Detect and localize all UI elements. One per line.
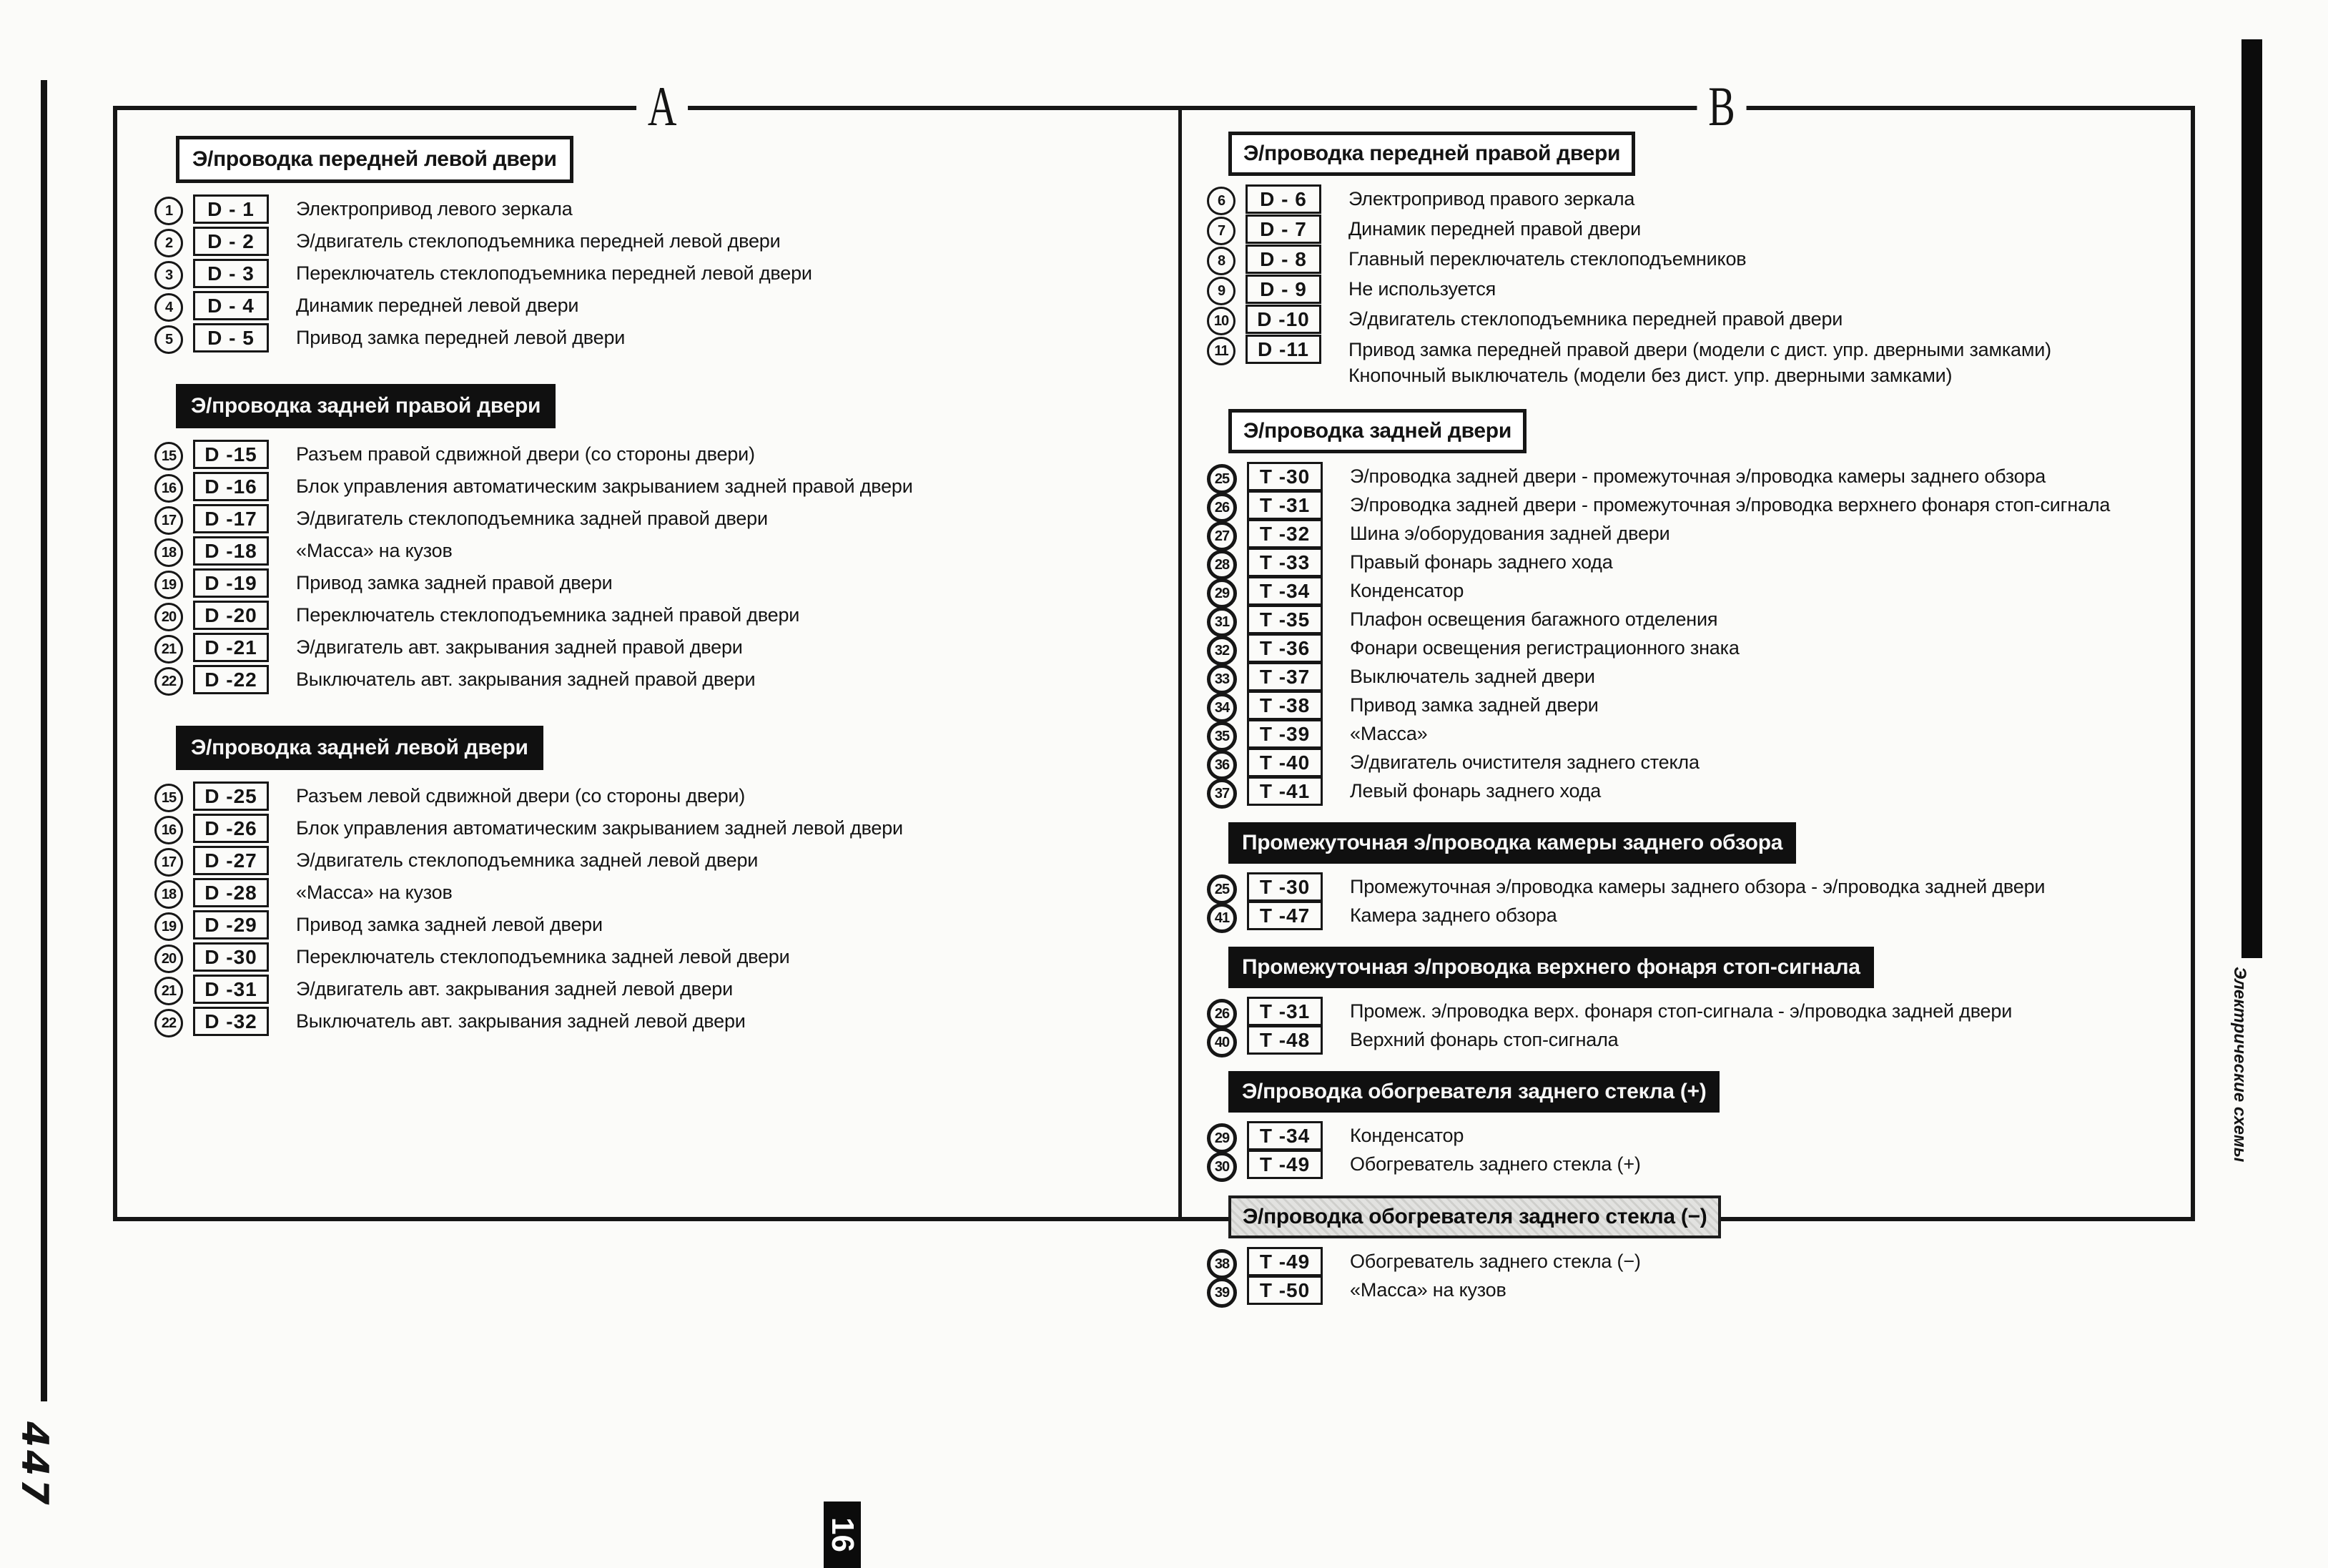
connector-row bbox=[1207, 872, 2186, 901]
connector-row bbox=[154, 1007, 1148, 1039]
connector-description: Э/проводка задней двери - промежуточная э/проводка верхнего фонаря стоп-сигнала bbox=[1350, 494, 2111, 516]
connector-row bbox=[1207, 305, 2186, 335]
callout-number: 25 bbox=[1207, 464, 1237, 494]
connector-description: Э/двигатель стеклоподъемника передней левой двери bbox=[296, 230, 781, 252]
page-number: 447 bbox=[13, 1421, 56, 1508]
connector-section bbox=[1207, 132, 2186, 392]
callout-number: 33 bbox=[1207, 664, 1237, 694]
connector-code: T -31 bbox=[1247, 490, 1323, 520]
section-header: Э/проводка передней правой двери bbox=[1228, 132, 1635, 176]
connector-code: D -25 bbox=[193, 781, 269, 811]
connector-row bbox=[1207, 275, 2186, 305]
connector-description: Промежуточная э/проводка камеры заднего обзора - э/проводка задней двери bbox=[1350, 876, 2046, 897]
callout-number: 9 bbox=[1207, 277, 1235, 305]
connector-code: D - 8 bbox=[1246, 245, 1321, 274]
connector-row bbox=[1207, 576, 2186, 605]
connector-row bbox=[154, 291, 1148, 323]
connector-row bbox=[154, 878, 1148, 910]
connector-row bbox=[154, 942, 1148, 975]
connector-description: Привод замка задней правой двери bbox=[296, 572, 613, 593]
connector-code: D -18 bbox=[193, 536, 269, 566]
connector-code: D -31 bbox=[193, 975, 269, 1004]
connector-description: Шина э/оборудования задней двери bbox=[1350, 523, 1670, 544]
connector-code: T -30 bbox=[1247, 462, 1323, 491]
connector-row bbox=[1207, 462, 2186, 490]
connector-code: D -17 bbox=[193, 504, 269, 533]
callout-number: 22 bbox=[154, 1009, 183, 1037]
column-a-label: A bbox=[636, 79, 688, 134]
connector-row bbox=[1207, 184, 2186, 215]
connector-code: T -49 bbox=[1247, 1150, 1323, 1179]
connector-description: Разъем правой сдвижной двери (со стороны двери) bbox=[296, 443, 755, 465]
callout-number: 35 bbox=[1207, 721, 1237, 751]
connector-row bbox=[154, 259, 1148, 291]
connector-section bbox=[1207, 947, 2186, 1054]
connector-code: D - 5 bbox=[193, 323, 269, 352]
callout-number: 4 bbox=[154, 293, 183, 322]
connector-row bbox=[1207, 1276, 2186, 1304]
connector-description: Блок управления автоматическим закрыванием задней правой двери bbox=[296, 475, 913, 497]
connector-row bbox=[1207, 719, 2186, 748]
connector-row bbox=[1207, 1025, 2186, 1054]
connector-row bbox=[1207, 901, 2186, 930]
connector-code: D -16 bbox=[193, 472, 269, 501]
connector-code: T -30 bbox=[1247, 872, 1323, 902]
connector-description: Разъем левой сдвижной двери (со стороны двери) bbox=[296, 785, 746, 807]
connector-code: D - 4 bbox=[193, 291, 269, 320]
callout-number: 11 bbox=[1207, 337, 1235, 365]
connector-description-line2: Кнопочный выключатель (модели без дист. упр. дверными замками) bbox=[1348, 365, 1953, 386]
callout-number: 34 bbox=[1207, 693, 1237, 723]
connector-description: Привод замка передней правой двери (модели с дист. упр. дверными замками) Кнопочный выключатель (модели без дист. упр. дверными замками) bbox=[1348, 339, 2051, 386]
column-b-label: B bbox=[1697, 79, 1746, 134]
callout-number: 30 bbox=[1207, 1152, 1237, 1182]
connector-row bbox=[154, 194, 1148, 227]
callout-number: 1 bbox=[154, 197, 183, 225]
callout-number: 18 bbox=[154, 880, 183, 909]
column-b bbox=[1207, 132, 2186, 1321]
connector-row bbox=[154, 633, 1148, 665]
callout-number: 28 bbox=[1207, 550, 1237, 580]
connector-description: Главный переключатель стеклоподъемников bbox=[1348, 248, 1747, 270]
connector-row bbox=[1207, 633, 2186, 662]
connector-code: T -49 bbox=[1247, 1247, 1323, 1276]
callout-number: 8 bbox=[1207, 247, 1235, 275]
connector-description: Выключатель задней двери bbox=[1350, 666, 1595, 687]
callout-number: 20 bbox=[154, 603, 183, 631]
connector-row bbox=[154, 323, 1148, 355]
connector-description: Камера заднего обзора bbox=[1350, 904, 1557, 926]
connector-description: Конденсатор bbox=[1350, 580, 1464, 601]
callout-number: 16 bbox=[154, 816, 183, 844]
connector-row bbox=[154, 536, 1148, 568]
connector-code: T -34 bbox=[1247, 1121, 1323, 1150]
connector-description: Э/проводка задней двери - промежуточная э/проводка камеры заднего обзора bbox=[1350, 465, 2046, 487]
callout-number: 21 bbox=[154, 977, 183, 1005]
callout-number: 29 bbox=[1207, 578, 1237, 608]
connector-section bbox=[154, 726, 1148, 1039]
connector-description: Выключатель авт. закрывания задней правой двери bbox=[296, 669, 756, 690]
connector-code: D -22 bbox=[193, 665, 269, 694]
connector-description: Переключатель стеклоподъемника задней левой двери bbox=[296, 946, 790, 967]
connector-row bbox=[1207, 1247, 2186, 1276]
connector-description: Динамик передней правой двери bbox=[1348, 218, 1641, 240]
connector-description: Э/двигатель авт. закрывания задней правой двери bbox=[296, 636, 743, 658]
connector-description: Фонари освещения регистрационного знака bbox=[1350, 637, 1740, 659]
section-header: Промежуточная э/проводка верхнего фонаря стоп-сигнала bbox=[1228, 947, 1874, 988]
section-header: Э/проводка обогревателя заднего стекла (−) bbox=[1228, 1195, 1721, 1238]
connector-code: T -40 bbox=[1247, 748, 1323, 777]
connector-code: T -39 bbox=[1247, 719, 1323, 749]
callout-number: 40 bbox=[1207, 1027, 1237, 1057]
callout-number: 26 bbox=[1207, 999, 1237, 1029]
connector-row bbox=[1207, 748, 2186, 776]
connector-code: D -11 bbox=[1246, 335, 1321, 364]
connector-row bbox=[154, 665, 1148, 697]
connector-description: «Масса» на кузов bbox=[296, 540, 453, 561]
callout-number: 39 bbox=[1207, 1278, 1237, 1308]
connector-section bbox=[1207, 409, 2186, 805]
connector-row bbox=[1207, 776, 2186, 805]
callout-number: 38 bbox=[1207, 1249, 1237, 1279]
connector-description: «Масса» на кузов bbox=[296, 882, 453, 903]
connector-code: D -21 bbox=[193, 633, 269, 662]
callout-number: 18 bbox=[154, 538, 183, 567]
connector-description: Динамик передней левой двери bbox=[296, 295, 579, 316]
connector-code: T -47 bbox=[1247, 901, 1323, 930]
connector-description: Обогреватель заднего стекла (+) bbox=[1350, 1153, 1641, 1175]
callout-number: 15 bbox=[154, 784, 183, 812]
connector-row bbox=[1207, 215, 2186, 245]
callout-number: 37 bbox=[1207, 779, 1237, 809]
connector-section bbox=[154, 136, 1148, 355]
connector-description: Плафон освещения багажного отделения bbox=[1350, 608, 1718, 630]
connector-row bbox=[1207, 245, 2186, 275]
callout-number: 27 bbox=[1207, 521, 1237, 551]
callout-number: 5 bbox=[154, 325, 183, 354]
connector-row bbox=[1207, 335, 2186, 392]
connector-code: D - 1 bbox=[193, 194, 269, 224]
connector-row bbox=[1207, 997, 2186, 1025]
connector-description: Привод замка задней двери bbox=[1350, 694, 1599, 716]
connector-description: Электропривод левого зеркала bbox=[296, 198, 573, 220]
connector-section bbox=[1207, 822, 2186, 930]
connector-row bbox=[154, 440, 1148, 472]
callout-number: 10 bbox=[1207, 307, 1235, 335]
connector-description: Верхний фонарь стоп-сигнала bbox=[1350, 1029, 1619, 1050]
chapter-number: 16 bbox=[825, 1517, 860, 1552]
sidebar-rule bbox=[2241, 39, 2262, 958]
connector-row bbox=[1207, 605, 2186, 633]
callout-number: 36 bbox=[1207, 750, 1237, 780]
connector-code: T -35 bbox=[1247, 605, 1323, 634]
connector-row bbox=[154, 846, 1148, 878]
connector-code: T -32 bbox=[1247, 519, 1323, 548]
connector-code: T -33 bbox=[1247, 548, 1323, 577]
callout-number: 16 bbox=[154, 474, 183, 503]
connector-description: Э/двигатель авт. закрывания задней левой двери bbox=[296, 978, 733, 1000]
connector-row bbox=[1207, 519, 2186, 548]
callout-number: 21 bbox=[154, 635, 183, 664]
connector-row bbox=[154, 814, 1148, 846]
connector-description: «Масса» на кузов bbox=[1350, 1279, 1506, 1301]
connector-code: D - 2 bbox=[193, 227, 269, 256]
connector-code: D -10 bbox=[1246, 305, 1321, 334]
connector-section bbox=[154, 384, 1148, 697]
callout-number: 6 bbox=[1207, 187, 1235, 215]
connector-description: Переключатель стеклоподъемника передней левой двери bbox=[296, 262, 812, 284]
connector-code: T -38 bbox=[1247, 691, 1323, 720]
connector-code: D -32 bbox=[193, 1007, 269, 1036]
callout-number: 17 bbox=[154, 506, 183, 535]
connector-description: Электропривод правого зеркала bbox=[1348, 188, 1635, 209]
connector-row bbox=[154, 227, 1148, 259]
connector-code: D -26 bbox=[193, 814, 269, 843]
section-header: Э/проводка обогревателя заднего стекла (+) bbox=[1228, 1071, 1720, 1113]
section-header: Э/проводка задней правой двери bbox=[176, 384, 556, 428]
connector-description: Не используется bbox=[1348, 278, 1496, 300]
section-header: Промежуточная э/проводка камеры заднего обзора bbox=[1228, 822, 1796, 864]
callout-number: 19 bbox=[154, 571, 183, 599]
callout-number: 31 bbox=[1207, 607, 1237, 637]
callout-number: 7 bbox=[1207, 217, 1235, 245]
callout-number: 3 bbox=[154, 261, 183, 290]
sidebar-title: Электрические схемы bbox=[2230, 967, 2249, 1163]
connector-code: D -30 bbox=[193, 942, 269, 972]
connector-code: D -27 bbox=[193, 846, 269, 875]
connector-row bbox=[1207, 548, 2186, 576]
connector-description: Э/двигатель очистителя заднего стекла bbox=[1350, 751, 1700, 773]
connector-code: D - 9 bbox=[1246, 275, 1321, 304]
connector-code: T -50 bbox=[1247, 1276, 1323, 1305]
callout-number: 17 bbox=[154, 848, 183, 877]
connector-description: Э/двигатель стеклоподъемника задней правой двери bbox=[296, 508, 768, 529]
callout-number: 2 bbox=[154, 229, 183, 257]
connector-code: D - 7 bbox=[1246, 215, 1321, 244]
connector-description: Правый фонарь заднего хода bbox=[1350, 551, 1613, 573]
connector-description: Переключатель стеклоподъемника задней правой двери bbox=[296, 604, 800, 626]
connector-code: T -31 bbox=[1247, 997, 1323, 1026]
callout-number: 22 bbox=[154, 667, 183, 696]
column-a bbox=[154, 136, 1148, 1067]
callout-number: 26 bbox=[1207, 493, 1237, 523]
connector-description: Левый фонарь заднего хода bbox=[1350, 780, 1602, 802]
connector-row bbox=[1207, 662, 2186, 691]
connector-row bbox=[154, 910, 1148, 942]
callout-number: 19 bbox=[154, 912, 183, 941]
connector-code: T -36 bbox=[1247, 633, 1323, 663]
connector-code: D -15 bbox=[193, 440, 269, 469]
connector-code: D -19 bbox=[193, 568, 269, 598]
connector-row bbox=[1207, 490, 2186, 519]
connector-row bbox=[154, 781, 1148, 814]
connector-row bbox=[154, 601, 1148, 633]
connector-row bbox=[1207, 1121, 2186, 1150]
connector-code: D - 3 bbox=[193, 259, 269, 288]
connector-description: Привод замка задней левой двери bbox=[296, 914, 603, 935]
connector-code: D -28 bbox=[193, 878, 269, 907]
connector-code: T -48 bbox=[1247, 1025, 1323, 1055]
connector-description: Привод замка передней левой двери bbox=[296, 327, 626, 348]
section-header: Э/проводка задней двери bbox=[1228, 409, 1526, 453]
content-frame bbox=[113, 75, 2195, 1301]
callout-number: 15 bbox=[154, 442, 183, 470]
connector-row bbox=[1207, 691, 2186, 719]
connector-description: Э/двигатель стеклоподъемника передней правой двери bbox=[1348, 308, 1843, 330]
connector-code: D -29 bbox=[193, 910, 269, 940]
callout-number: 25 bbox=[1207, 874, 1237, 904]
connector-row bbox=[1207, 1150, 2186, 1178]
connector-code: D -20 bbox=[193, 601, 269, 630]
connector-description: Выключатель авт. закрывания задней левой двери bbox=[296, 1010, 746, 1032]
connector-row bbox=[154, 568, 1148, 601]
connector-description: Конденсатор bbox=[1350, 1125, 1464, 1146]
section-header: Э/проводка задней левой двери bbox=[176, 726, 543, 770]
callout-number: 32 bbox=[1207, 636, 1237, 666]
connector-description: «Масса» bbox=[1350, 723, 1428, 744]
chapter-tab bbox=[824, 1502, 861, 1568]
connector-row bbox=[154, 975, 1148, 1007]
connector-code: D - 6 bbox=[1246, 184, 1321, 214]
connector-description: Блок управления автоматическим закрыванием задней левой двери bbox=[296, 817, 903, 839]
connector-code: T -34 bbox=[1247, 576, 1323, 606]
section-header: Э/проводка передней левой двери bbox=[176, 136, 573, 183]
connector-description: Промеж. э/проводка верх. фонаря стоп-сигнала - э/проводка задней двери bbox=[1350, 1000, 2013, 1022]
connector-code: T -37 bbox=[1247, 662, 1323, 691]
callout-number: 41 bbox=[1207, 903, 1237, 933]
connector-section bbox=[1207, 1071, 2186, 1178]
left-margin-rule bbox=[41, 80, 47, 1401]
callout-number: 20 bbox=[154, 945, 183, 973]
connector-row bbox=[154, 504, 1148, 536]
column-divider bbox=[1178, 110, 1182, 1217]
connector-code: T -41 bbox=[1247, 776, 1323, 806]
connector-section bbox=[1207, 1195, 2186, 1304]
connector-description: Обогреватель заднего стекла (−) bbox=[1350, 1251, 1641, 1272]
connector-row bbox=[154, 472, 1148, 504]
connector-description: Э/двигатель стеклоподъемника задней левой двери bbox=[296, 849, 759, 871]
callout-number: 29 bbox=[1207, 1123, 1237, 1153]
